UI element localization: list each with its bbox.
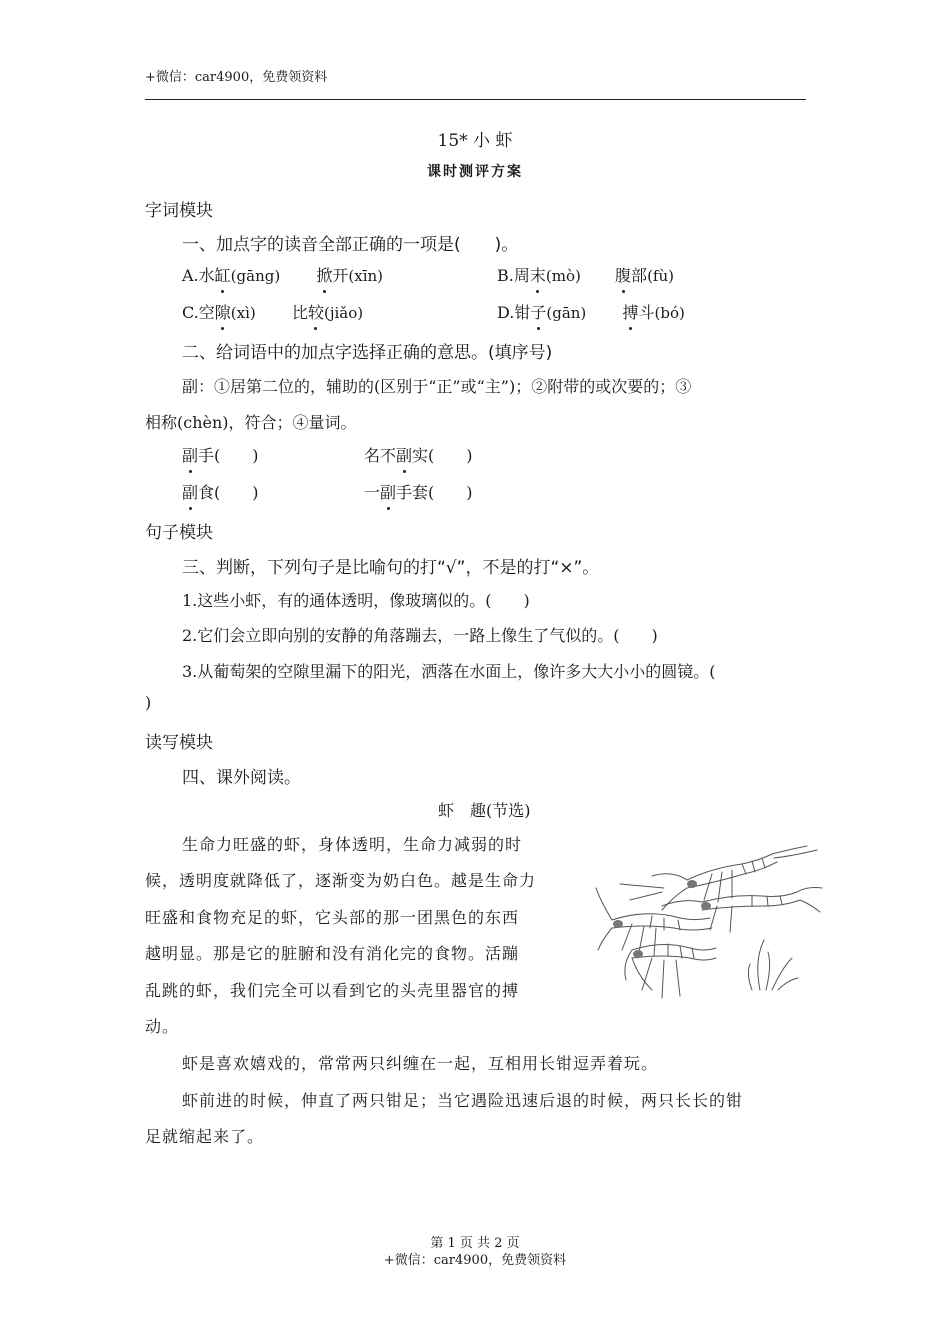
passage-line: 旺盛和食物充足的虾，它头部的那一团黑色的东西 xyxy=(145,908,520,927)
question-4-stem: 四、课外阅读。 xyxy=(182,768,301,788)
dotted-char: 较 xyxy=(308,300,324,323)
word-item xyxy=(182,443,259,466)
dotted-char: 掀 xyxy=(316,263,332,286)
pinyin: (gān) xyxy=(546,304,587,322)
dotted-char: 腹 xyxy=(615,263,631,286)
pinyin: (xīn) xyxy=(348,267,384,285)
word-item xyxy=(182,480,259,503)
sentence-3-continued: ) xyxy=(145,693,152,712)
passage-line: 动。 xyxy=(145,1017,180,1036)
question-3-stem: 三、判断，下列句子是比喻句的打“√”，不是的打“×”。 xyxy=(182,558,600,578)
shrimp-illustration xyxy=(592,840,824,1005)
passage-paragraph-2: 虾是喜欢嬉戏的，常常两只纠缠在一起，互相用长钳逗弄着玩。 xyxy=(182,1054,659,1073)
definition-line-2: 相称(chèn)，符合；④量词。 xyxy=(145,413,357,432)
pinyin: (gāng) xyxy=(230,267,281,285)
word-item xyxy=(364,443,473,466)
header-divider xyxy=(145,99,806,100)
page-number: 第 1 页 共 2 页 xyxy=(430,1236,520,1251)
dotted-char: 末 xyxy=(530,263,546,286)
dotted-char: 搏 xyxy=(622,300,638,323)
dotted-char: 隙 xyxy=(215,300,231,323)
sentence-2: 2.它们会立即向别的安静的角落蹦去，一路上像生了气似的。( ) xyxy=(182,626,658,645)
passage-paragraph-3: 虾前进的时候，伸直了两只钳足；当它遇险迅速后退的时候，两只长长的钳 xyxy=(182,1091,744,1110)
footer-watermark: +微信：car4900，免费领资料 xyxy=(383,1253,567,1268)
dotted-char: 副 xyxy=(396,443,412,466)
option-label: A. xyxy=(182,266,199,285)
char: 开 xyxy=(332,266,349,285)
section-heading-reading: 读写模块 xyxy=(145,733,213,753)
passage-line: 乱跳的虾，我们完全可以看到它的头壳里器官的搏 xyxy=(145,981,520,1000)
word-rest: 实( ) xyxy=(412,446,473,465)
option-label: C. xyxy=(182,303,199,322)
char: 钳 xyxy=(514,303,531,322)
dotted-char: 副 xyxy=(182,480,198,503)
lesson-subtitle: 课时测评方案 xyxy=(427,164,523,180)
option-b xyxy=(497,263,674,286)
passage-line: 生命力旺盛的虾，身体透明，生命力减弱的时 xyxy=(182,835,523,854)
char: 比 xyxy=(291,303,308,322)
question-1-stem: 一、加点字的读音全部正确的一项是( )。 xyxy=(182,235,519,255)
passage-line: 候，透明度就降低了，逐渐变为奶白色。越是生命力 xyxy=(145,871,537,890)
char: 水 xyxy=(198,266,215,285)
word-rest: 手套( ) xyxy=(396,483,473,502)
passage-paragraph-3-continued: 足就缩起来了。 xyxy=(145,1127,265,1146)
dotted-char: 副 xyxy=(182,443,198,466)
dotted-char: 子 xyxy=(530,300,546,323)
pinyin: (jiǎo) xyxy=(323,304,364,322)
option-d xyxy=(497,300,685,323)
pinyin: (xì) xyxy=(230,304,256,322)
word-rest: 食( ) xyxy=(198,483,259,502)
option-label: B. xyxy=(497,266,514,285)
question-2-stem: 二、给词语中的加点字选择正确的意思。(填序号) xyxy=(182,343,553,363)
passage-line: 越明显。那是它的脏腑和没有消化完的食物。活蹦 xyxy=(145,944,520,963)
sentence-1: 1.这些小虾，有的通体透明，像玻璃似的。( ) xyxy=(182,591,530,610)
dotted-char: 副 xyxy=(380,480,396,503)
char: 周 xyxy=(513,266,530,285)
definition-line-1: 副：①居第二位的，辅助的(区别于“正”或“主”)；②附带的或次要的；③ xyxy=(182,377,692,396)
pinyin: (fù) xyxy=(647,267,674,285)
word-item xyxy=(364,480,473,503)
section-heading-words: 字词模块 xyxy=(145,201,213,221)
option-c xyxy=(182,300,363,323)
option-label: D. xyxy=(497,303,515,322)
word-pre: 一 xyxy=(364,483,381,502)
header-watermark: +微信：car4900，免费领资料 xyxy=(145,70,328,85)
char: 空 xyxy=(198,303,215,322)
sentence-3: 3.从葡萄架的空隙里漏下的阳光，洒落在水面上，像许多大大小小的圆镜。( xyxy=(182,662,716,681)
lesson-title: 15* 小 虾 xyxy=(437,131,513,151)
char: 斗 xyxy=(638,303,655,322)
section-heading-sentences: 句子模块 xyxy=(145,523,213,543)
dotted-char: 缸 xyxy=(215,263,231,286)
pinyin: (bó) xyxy=(654,304,685,322)
pinyin: (mò) xyxy=(545,267,581,285)
word-rest: 手( ) xyxy=(198,446,259,465)
passage-title: 虾 趣(节选) xyxy=(438,801,531,820)
option-a xyxy=(182,263,383,286)
word-pre: 名不 xyxy=(364,446,397,465)
char: 部 xyxy=(631,266,648,285)
